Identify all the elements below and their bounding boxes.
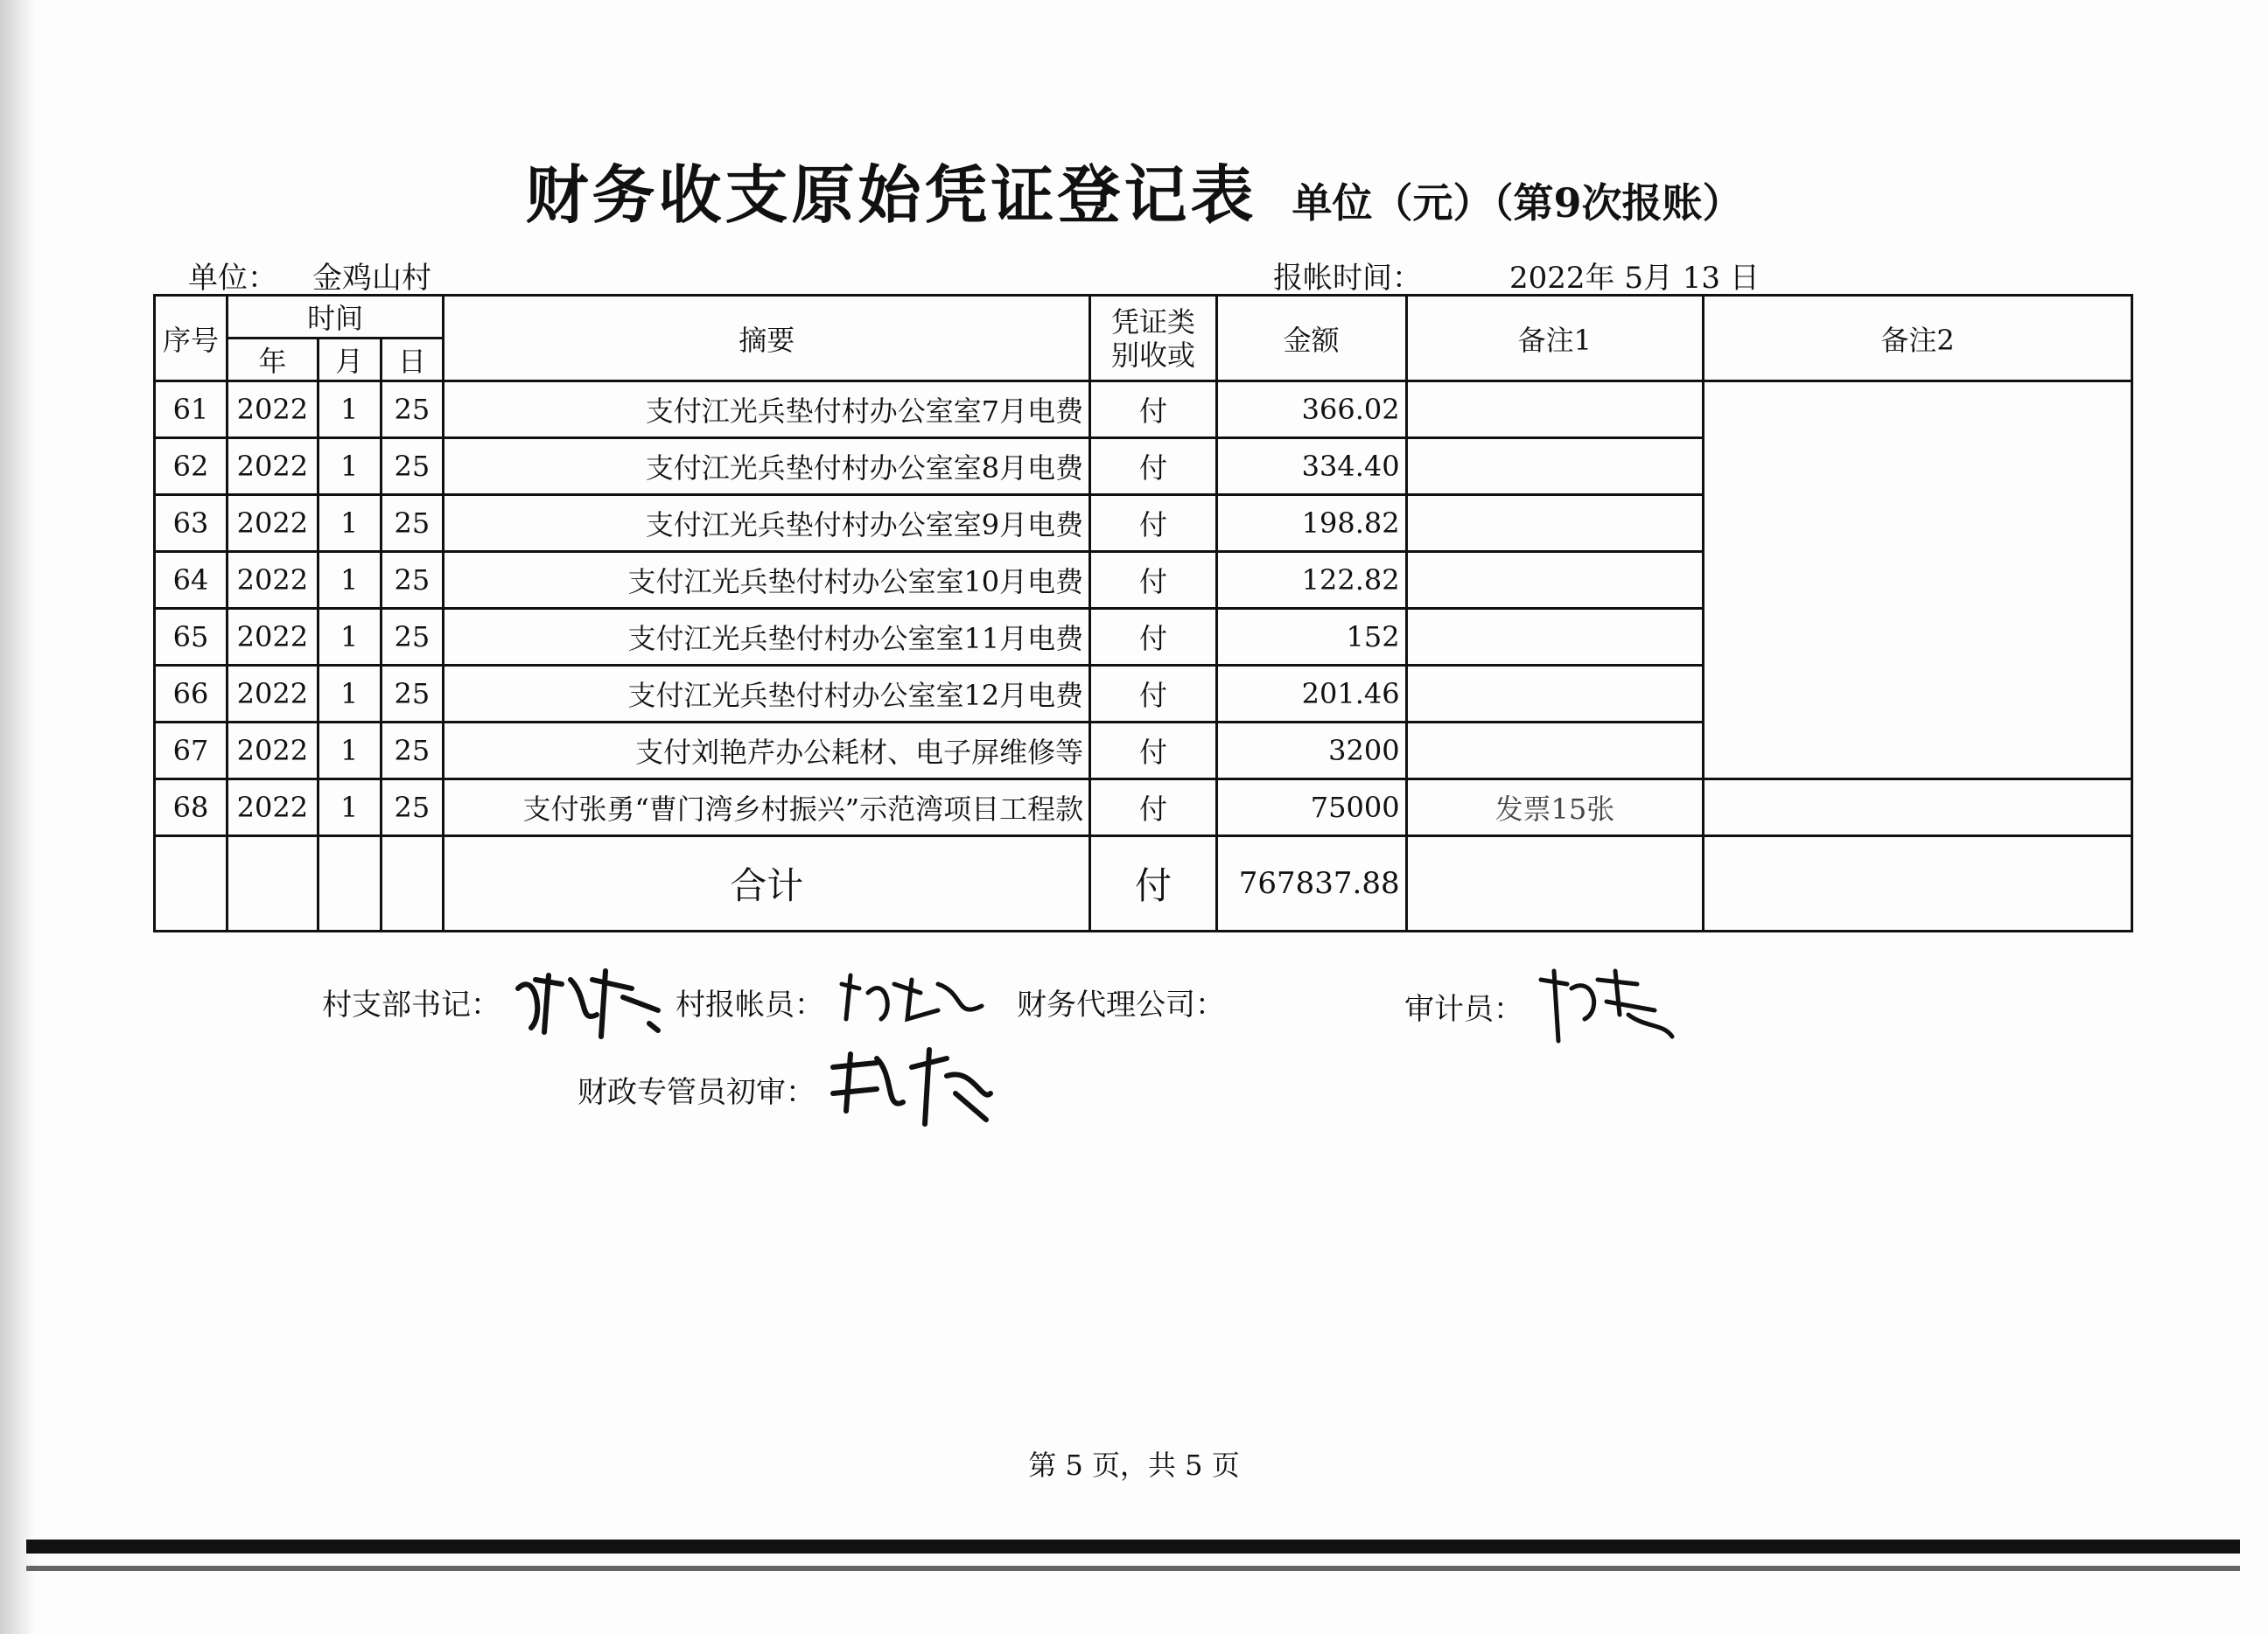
- report-time-value: 2022年 5月 13 日: [1509, 261, 1760, 296]
- reporter-label: 村报帐员：: [676, 987, 824, 1023]
- cell-year: 2022: [227, 438, 318, 495]
- cell-year: 2022: [227, 552, 318, 609]
- header-row: [155, 296, 2132, 339]
- cell-seq: 66: [155, 666, 228, 723]
- cell-type: 付: [1090, 438, 1217, 495]
- cell-summary: 支付张勇“曹门湾乡村振兴”示范湾项目工程款: [444, 779, 1090, 836]
- cell-note1: [1406, 438, 1704, 495]
- cell-type: 付: [1090, 609, 1217, 666]
- cell-day: 25: [381, 552, 444, 609]
- cell-note1: [1406, 609, 1704, 666]
- cell-seq: 68: [155, 779, 228, 836]
- signature-row: [322, 962, 1225, 1041]
- cell-summary: 支付刘艳芹办公耗材、电子屏维修等: [444, 723, 1090, 779]
- cell-summary: 支付江光兵垫付村办公室室11月电费: [444, 609, 1090, 666]
- auditor-signature: [1532, 962, 1681, 1050]
- total-blank: [155, 836, 228, 932]
- cell-month: 1: [318, 495, 381, 552]
- col-time-header: 时间: [227, 296, 443, 339]
- voucher-header-line2: 别收或: [1110, 338, 1195, 372]
- total-note1: [1406, 836, 1704, 932]
- auditor-label: 审计员：: [1404, 991, 1523, 1027]
- unit-label: 单位：: [188, 261, 277, 296]
- title-block: [0, 144, 2268, 235]
- col-voucher-header: [1090, 296, 1217, 381]
- cell-month: 1: [318, 438, 381, 495]
- title-suffix: 单位（元）（第9次报账）: [1292, 179, 1743, 227]
- cell-day: 25: [381, 495, 444, 552]
- cell-day: 25: [381, 779, 444, 836]
- cell-summary: 支付江光兵垫付村办公室室12月电费: [444, 666, 1090, 723]
- cell-type: 付: [1090, 779, 1217, 836]
- cell-amount: 334.40: [1216, 438, 1406, 495]
- cell-seq: 61: [155, 381, 228, 438]
- col-day-header: 日: [381, 339, 444, 381]
- col-note2-header: 备注2: [1704, 296, 2132, 381]
- cell-note1: [1406, 381, 1704, 438]
- cell-month: 1: [318, 779, 381, 836]
- cell-type: 付: [1090, 552, 1217, 609]
- total-row: [155, 836, 2132, 932]
- unit-value: 金鸡山村: [312, 261, 431, 296]
- cell-year: 2022: [227, 779, 318, 836]
- cell-amount: 122.82: [1216, 552, 1406, 609]
- col-month-header: 月: [318, 339, 381, 381]
- unit-line: [188, 254, 431, 297]
- cell-amount: 198.82: [1216, 495, 1406, 552]
- cell-note1: 发票15张: [1406, 779, 1704, 836]
- cell-type: 付: [1090, 666, 1217, 723]
- cell-day: 25: [381, 438, 444, 495]
- page-footer: 第 5 页，共 5 页: [1028, 1449, 1240, 1482]
- cell-summary: 支付江光兵垫付村办公室室9月电费: [444, 495, 1090, 552]
- cell-year: 2022: [227, 609, 318, 666]
- cell-type: 付: [1090, 495, 1217, 552]
- cell-type: 付: [1090, 381, 1217, 438]
- cell-amount: 75000: [1216, 779, 1406, 836]
- table-row: [155, 381, 2132, 438]
- cell-summary: 支付江光兵垫付村办公室室7月电费: [444, 381, 1090, 438]
- cell-year: 2022: [227, 495, 318, 552]
- total-note2: [1704, 836, 2132, 932]
- cell-seq: 64: [155, 552, 228, 609]
- ledger-table: [153, 294, 2133, 932]
- cell-amount: 152: [1216, 609, 1406, 666]
- cell-amount: 366.02: [1216, 381, 1406, 438]
- total-label: 合计: [444, 836, 1090, 932]
- cell-day: 25: [381, 609, 444, 666]
- cell-note2-merged: [1704, 381, 2132, 779]
- finance-review-block: [578, 1041, 1008, 1137]
- table-row: [155, 779, 2132, 836]
- cell-month: 1: [318, 552, 381, 609]
- cell-type: 付: [1090, 723, 1217, 779]
- cell-day: 25: [381, 723, 444, 779]
- auditor-block: [1404, 962, 1690, 1050]
- bottom-rule-shadow: [26, 1566, 2240, 1571]
- cell-month: 1: [318, 723, 381, 779]
- col-note1-header: 备注1: [1406, 296, 1704, 381]
- scan-shadow: [0, 0, 35, 1634]
- cell-seq: 65: [155, 609, 228, 666]
- total-blank: [227, 836, 318, 932]
- col-seq-header: 序号: [155, 296, 228, 381]
- col-year-header: 年: [227, 339, 318, 381]
- cell-day: 25: [381, 666, 444, 723]
- cell-seq: 63: [155, 495, 228, 552]
- cell-note1: [1406, 495, 1704, 552]
- page-title: 财务收支原始凭证登记表: [525, 157, 1257, 232]
- cell-amount: 3200: [1216, 723, 1406, 779]
- cell-summary: 支付江光兵垫付村办公室室8月电费: [444, 438, 1090, 495]
- finance-review-signature: [824, 1041, 999, 1137]
- cell-note1: [1406, 666, 1704, 723]
- cell-month: 1: [318, 381, 381, 438]
- report-time-line: [1273, 254, 1760, 297]
- cell-month: 1: [318, 666, 381, 723]
- total-blank: [381, 836, 444, 932]
- cell-year: 2022: [227, 666, 318, 723]
- cell-seq: 67: [155, 723, 228, 779]
- col-summary-header: 摘要: [444, 296, 1090, 381]
- cell-amount: 201.46: [1216, 666, 1406, 723]
- cell-note1: [1406, 552, 1704, 609]
- cell-year: 2022: [227, 723, 318, 779]
- report-time-label: 报帐时间：: [1273, 261, 1422, 296]
- col-amount-header: 金额: [1216, 296, 1406, 381]
- bottom-rule: [26, 1540, 2240, 1554]
- cell-month: 1: [318, 609, 381, 666]
- reporter-signature: [833, 967, 990, 1037]
- total-amount: 767837.88: [1216, 836, 1406, 932]
- cell-note2: [1704, 779, 2132, 836]
- finance-review-label: 财政专管员初审：: [578, 1074, 816, 1110]
- total-type: 付: [1090, 836, 1217, 932]
- cell-seq: 62: [155, 438, 228, 495]
- voucher-header-line1: 凭证类: [1110, 304, 1195, 339]
- secretary-label: 村支部书记：: [322, 987, 500, 1023]
- cell-summary: 支付江光兵垫付村办公室室10月电费: [444, 552, 1090, 609]
- total-blank: [318, 836, 381, 932]
- agent-label: 财务代理公司：: [1017, 987, 1225, 1023]
- cell-year: 2022: [227, 381, 318, 438]
- secretary-signature: [509, 962, 667, 1041]
- cell-day: 25: [381, 381, 444, 438]
- cell-note1: [1406, 723, 1704, 779]
